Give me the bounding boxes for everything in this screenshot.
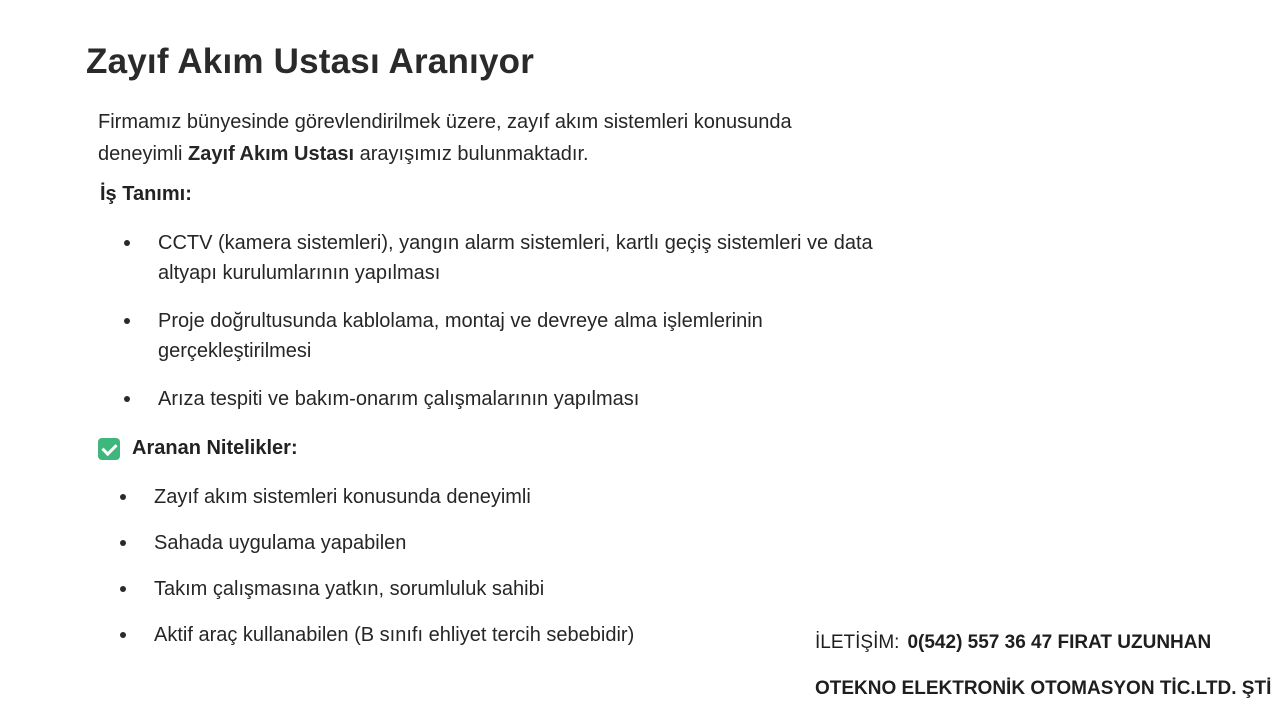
qualifications-heading-row (98, 437, 298, 460)
company-name: OTEKNO ELEKTRONİK OTOMASYON TİC.LTD. ŞTİ (815, 678, 1272, 699)
qualifications-heading: Aranan Nitelikler: (132, 437, 298, 459)
intro-line-2-prefix: deneyimli (98, 143, 189, 165)
contact-phone[interactable]: 0(542) 557 36 47 FIRAT UZUNHAN (907, 632, 1212, 653)
list-item: Sahada uygulama yapabilen (120, 528, 760, 558)
list-item: Proje doğrultusunda kablolama, montaj ve devreye alma işlemlerinin gerçekleştirilmesi (124, 306, 884, 366)
intro-position-name: Zayıf Akım Ustası (188, 143, 355, 165)
contact-label: İLETİŞİM: (815, 632, 900, 653)
list-item: Aktif araç kullanabilen (B sınıfı ehliyet tercih sebebidir) (120, 620, 760, 650)
job-description-list (124, 228, 884, 432)
intro-line-1: Firmamız bünyesinde görevlendirilmek üzere, zayıf akım sistemleri konusunda (98, 111, 792, 133)
list-item: Arıza tespiti ve bakım-onarım çalışmalarının yapılması (124, 384, 884, 414)
job-description-heading: İş Tanımı: (100, 183, 192, 205)
page-title: Zayıf Akım Ustası Aranıyor (86, 42, 535, 81)
intro-paragraph (98, 106, 898, 170)
check-box-icon (98, 438, 120, 460)
qualifications-list (120, 482, 760, 666)
list-item: Zayıf akım sistemleri konusunda deneyimli (120, 482, 760, 512)
list-item: Takım çalışmasına yatkın, sorumluluk sahibi (120, 574, 760, 604)
contact-info (815, 632, 1211, 654)
list-item: CCTV (kamera sistemleri), yangın alarm sistemleri, kartlı geçiş sistemleri ve data altyapı kurulumlarının yapılması (124, 228, 884, 288)
intro-line-2-suffix: arayışımız bulunmaktadır. (354, 143, 589, 165)
